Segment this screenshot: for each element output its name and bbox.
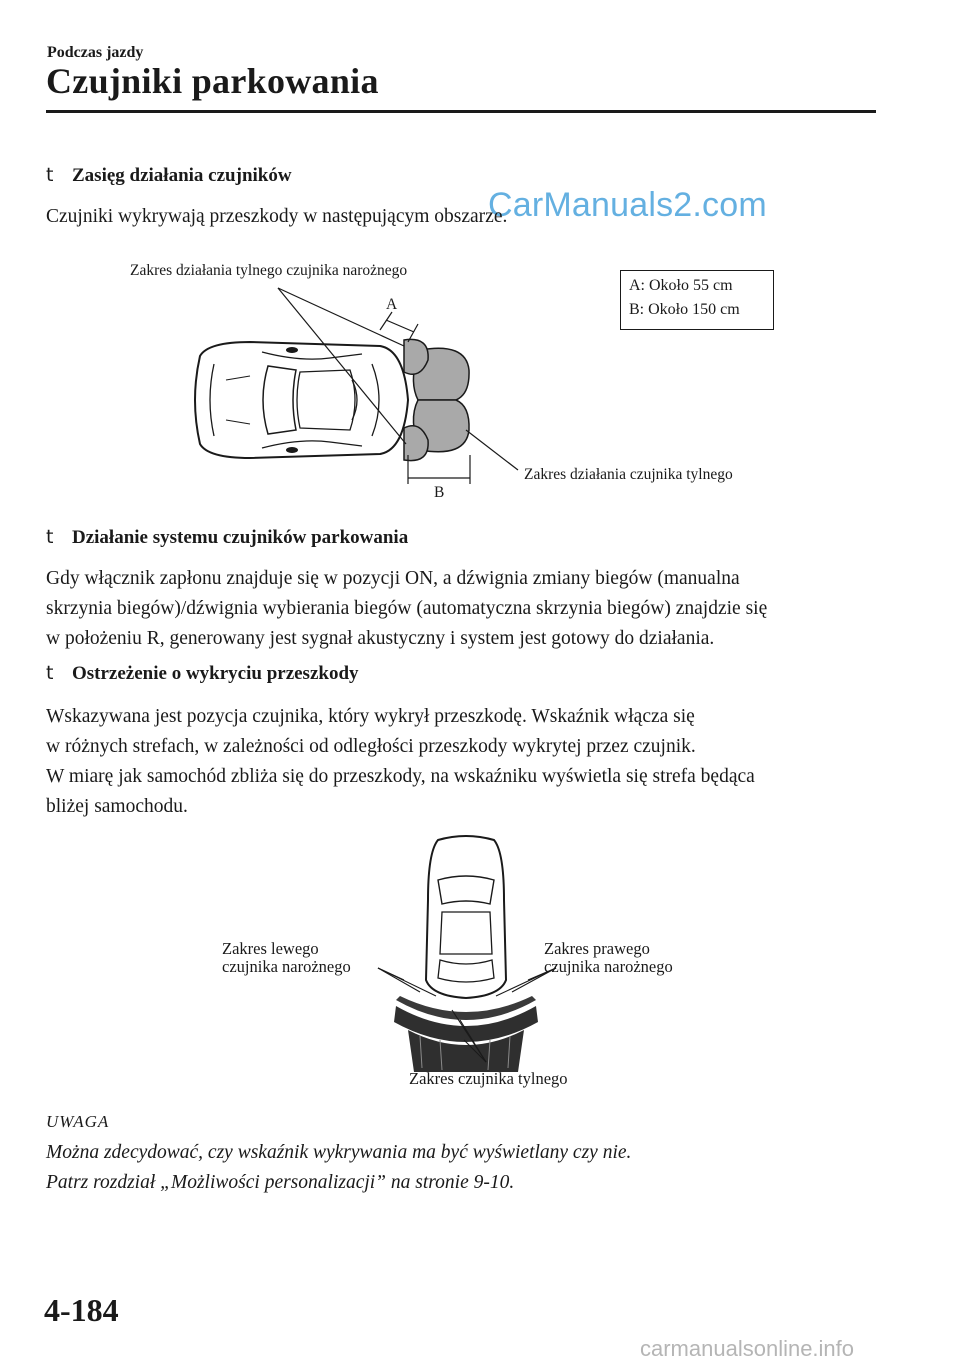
title-divider (46, 110, 876, 113)
indicator-illustration (0, 830, 960, 1100)
figure-sensor-range (0, 240, 960, 510)
legend-b: B: Około 150 cm (629, 301, 740, 318)
section-heading-warning (46, 662, 359, 685)
page-number: 4-184 (44, 1292, 119, 1328)
breadcrumb: Podczas jazdy (47, 44, 144, 61)
legend-a: A: Około 55 cm (629, 277, 733, 294)
section-marker-icon: t (46, 662, 54, 684)
note-title: UWAGA (46, 1112, 110, 1131)
paragraph-line: w położeniu R, generowany jest sygnał akustyczny i system jest gotowy do działania. (46, 628, 715, 649)
note-text (46, 1138, 631, 1198)
label-dimension-b: B (434, 484, 445, 501)
note-line: Patrz rozdział „Możliwości personalizacji” na stronie 9-10. (46, 1172, 515, 1193)
watermark: CarManuals2.com (488, 186, 767, 224)
figure-indicator-display (0, 830, 960, 1100)
label-rear-range: Zakres czujnika tylnego (409, 1069, 568, 1088)
car-top-view-illustration (0, 240, 960, 510)
windshield (263, 366, 296, 434)
label-corner-sensor: Zakres działania tylnego czujnika narożnego (130, 262, 408, 279)
label-right-corner: Zakres prawego czujnika narożnego (544, 939, 673, 976)
paragraph-line: bliżej samochodu. (46, 796, 188, 817)
section-heading-text: Ostrzeżenie o wykryciu przeszkody (72, 663, 359, 684)
footer-watermark: carmanualsonline.info (640, 1336, 855, 1361)
section-marker-icon: t (46, 164, 54, 186)
paragraph-line: Gdy włącznik zapłonu znajduje się w pozycji ON, a dźwignia zmiany biegów (manualna (46, 568, 740, 589)
section-heading-text: Działanie systemu czujników parkowania (72, 527, 409, 548)
paragraph-range (46, 202, 876, 232)
label-rear-sensor: Zakres działania czujnika tylnego (524, 466, 733, 483)
section-heading-operation (46, 526, 408, 549)
section-marker-icon: t (46, 526, 54, 548)
label-left-corner: Zakres lewego czujnika narożnego (222, 939, 351, 976)
page-title: Czujniki parkowania (46, 61, 379, 101)
label-dimension-a: A (386, 296, 398, 313)
paragraph-line: Czujniki wykrywają przeszkody w następującym obszarze. (46, 206, 508, 227)
note-line: Można zdecydować, czy wskaźnik wykrywania ma być wyświetlany czy nie. (46, 1142, 632, 1163)
paragraph-warning (46, 702, 876, 822)
paragraph-line: W miarę jak samochód zbliża się do przeszkody, na wskaźniku wyświetla się strefa będąca (46, 766, 755, 787)
paragraph-line: Wskazywana jest pozycja czujnika, który wykrył przeszkodę. Wskaźnik włącza się (46, 706, 695, 727)
paragraph-line: w różnych strefach, w zależności od odległości przeszkody wykrytej przez czujnik. (46, 736, 696, 757)
section-heading-text: Zasięg działania czujników (72, 165, 292, 186)
paragraph-line: skrzynia biegów)/dźwignia wybierania biegów (automatyczna skrzynia biegów) znajdzie się (46, 598, 768, 619)
dimension-legend (620, 270, 774, 330)
section-heading-range (46, 164, 292, 187)
paragraph-operation (46, 564, 876, 654)
